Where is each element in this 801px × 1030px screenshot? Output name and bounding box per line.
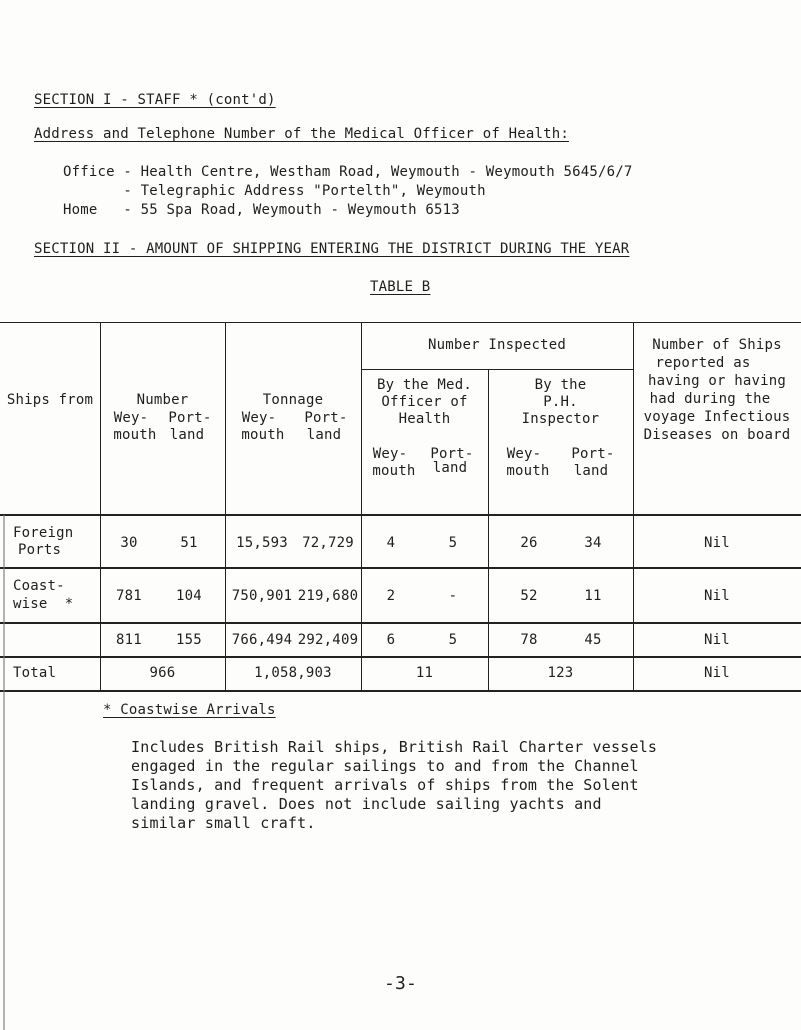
header-ph-weymouth-2: mouth [506, 463, 550, 479]
header-tonnage-weymouth-2: mouth [241, 427, 285, 443]
home-address-line: Home - 55 Spa Road, Weymouth - Weymouth 6513 [63, 202, 460, 218]
header-ph-portland-2: land [573, 463, 609, 479]
header-tonnage: Tonnage [262, 392, 324, 408]
ph-inspected-portland-value: 11 [584, 588, 602, 604]
table-col-rule-1 [100, 322, 101, 691]
telegraphic-address-line: - Telegraphic Address "Portelth", Weymouth [63, 183, 486, 199]
header-tonnage-portland-1: Port- [304, 410, 348, 426]
med-inspected-weymouth-value: 2 [386, 588, 396, 604]
tonnage-portland-value: 72,729 [302, 535, 354, 551]
row-label-line1: Foreign [13, 525, 74, 541]
header-reported-5: voyage Infectious [643, 409, 791, 425]
row-label-line2: Ports [18, 542, 62, 558]
number-portland-value: 155 [176, 632, 202, 648]
tonnage-weymouth-value: 15,593 [236, 535, 288, 551]
number-weymouth-value: 811 [116, 632, 142, 648]
table-title: TABLE B [370, 279, 431, 295]
table-rule-inspected [362, 369, 633, 370]
med-inspected-portland-value: 5 [448, 632, 458, 648]
header-med-weymouth-1: Wey- [372, 446, 408, 462]
footnote-heading [103, 702, 276, 718]
total-number-value: 966 [149, 665, 176, 681]
med-inspected-weymouth-value: 4 [386, 535, 396, 551]
tonnage-weymouth-value: 766,494 [231, 632, 293, 648]
row-label-line1: Coast- [13, 578, 65, 594]
number-portland-value: 51 [180, 535, 198, 551]
header-number-portland-2: land [169, 427, 205, 443]
section2-heading: SECTION II - AMOUNT OF SHIPPING ENTERING THE DISTRICT DURING THE YEAR [34, 241, 630, 257]
table-rule-row1 [0, 567, 801, 569]
footnote-line-1: Includes British Rail ships, British Rail Charter vessels [131, 738, 658, 756]
total-reported-value: Nil [704, 665, 730, 681]
header-by-med-officer-1: By the Med. [377, 377, 472, 393]
header-number-weymouth-1: Wey- [113, 410, 149, 426]
header-reported-4: had during the [649, 391, 771, 407]
header-med-portland-2: land [432, 460, 468, 476]
footnote-line-5: similar small craft. [131, 814, 316, 832]
ph-inspected-portland-value: 45 [584, 632, 602, 648]
section1-heading: SECTION I - STAFF * (cont'd) [34, 92, 276, 108]
header-ph-portland-1: Port- [571, 446, 615, 462]
header-med-weymouth-2: mouth [372, 463, 416, 479]
total-label: Total [13, 665, 57, 681]
header-tonnage-portland-2: land [306, 427, 342, 443]
office-address-line: Office - Health Centre, Westham Road, Weymouth - Weymouth 5645/6/7 [63, 164, 633, 180]
page-number: -3- [383, 973, 418, 994]
header-tonnage-weymouth-1: Wey- [241, 410, 277, 426]
footnote-line-4: landing gravel. Does not include sailing yachts and [131, 795, 602, 813]
med-inspected-portland-value: - [448, 588, 458, 604]
ph-inspected-portland-value: 34 [584, 535, 602, 551]
row-label-line2: wise * [13, 596, 74, 612]
total-ph-inspected-value: 123 [547, 665, 574, 681]
number-weymouth-value: 30 [120, 535, 138, 551]
ph-inspected-weymouth-value: 52 [520, 588, 538, 604]
number-portland-value: 104 [176, 588, 202, 604]
header-by-med-officer-2: Officer of [381, 394, 468, 410]
med-inspected-weymouth-value: 6 [386, 632, 396, 648]
header-ships-from: Ships from [6, 392, 94, 408]
section1-subheading: Address and Telephone Number of the Medical Officer of Health: [34, 126, 569, 142]
number-weymouth-value: 781 [116, 588, 142, 604]
header-number-inspected: Number Inspected [427, 337, 567, 353]
tonnage-portland-value: 292,409 [297, 632, 359, 648]
header-ph-weymouth-1: Wey- [506, 446, 542, 462]
total-med-inspected-value: 11 [415, 665, 434, 681]
ph-inspected-weymouth-value: 78 [520, 632, 538, 648]
footnote-heading-text: * Coastwise Arrivals [103, 702, 276, 718]
header-reported-2: reported as [655, 355, 751, 371]
table-rule-bottom [0, 690, 801, 692]
header-number-weymouth-2: mouth [113, 427, 157, 443]
reported-value: Nil [704, 632, 730, 648]
header-by-med-officer-3: Health [398, 411, 451, 427]
footnote-line-2: engaged in the regular sailings to and from the Channel [131, 757, 639, 775]
tonnage-portland-value: 219,680 [297, 588, 359, 604]
table-rule-row2 [0, 622, 801, 624]
header-by-ph-3: Inspector [521, 411, 600, 427]
header-number-portland-1: Port- [168, 410, 212, 426]
table-rule-header-bottom [0, 514, 801, 516]
header-reported-3: having or having [647, 373, 787, 389]
table-rule-top [0, 322, 801, 323]
reported-value: Nil [704, 535, 730, 551]
header-reported-1: Number of Ships [652, 337, 782, 353]
table-rule-row3 [0, 656, 801, 658]
total-tonnage-value: 1,058,903 [254, 665, 332, 681]
med-inspected-portland-value: 5 [448, 535, 458, 551]
tonnage-weymouth-value: 750,901 [231, 588, 293, 604]
reported-value: Nil [704, 588, 730, 604]
header-by-ph-2: P.H. [543, 394, 578, 410]
footnote-line-3: Islands, and frequent arrivals of ships from the Solent [131, 776, 639, 794]
header-number: Number [136, 392, 189, 408]
header-by-ph-1: By the [534, 377, 587, 393]
header-reported-6: Diseases on board [643, 427, 791, 443]
ph-inspected-weymouth-value: 26 [520, 535, 538, 551]
scan-edge-mark [3, 515, 5, 1030]
header-med-portland-1: Port- [430, 446, 474, 462]
